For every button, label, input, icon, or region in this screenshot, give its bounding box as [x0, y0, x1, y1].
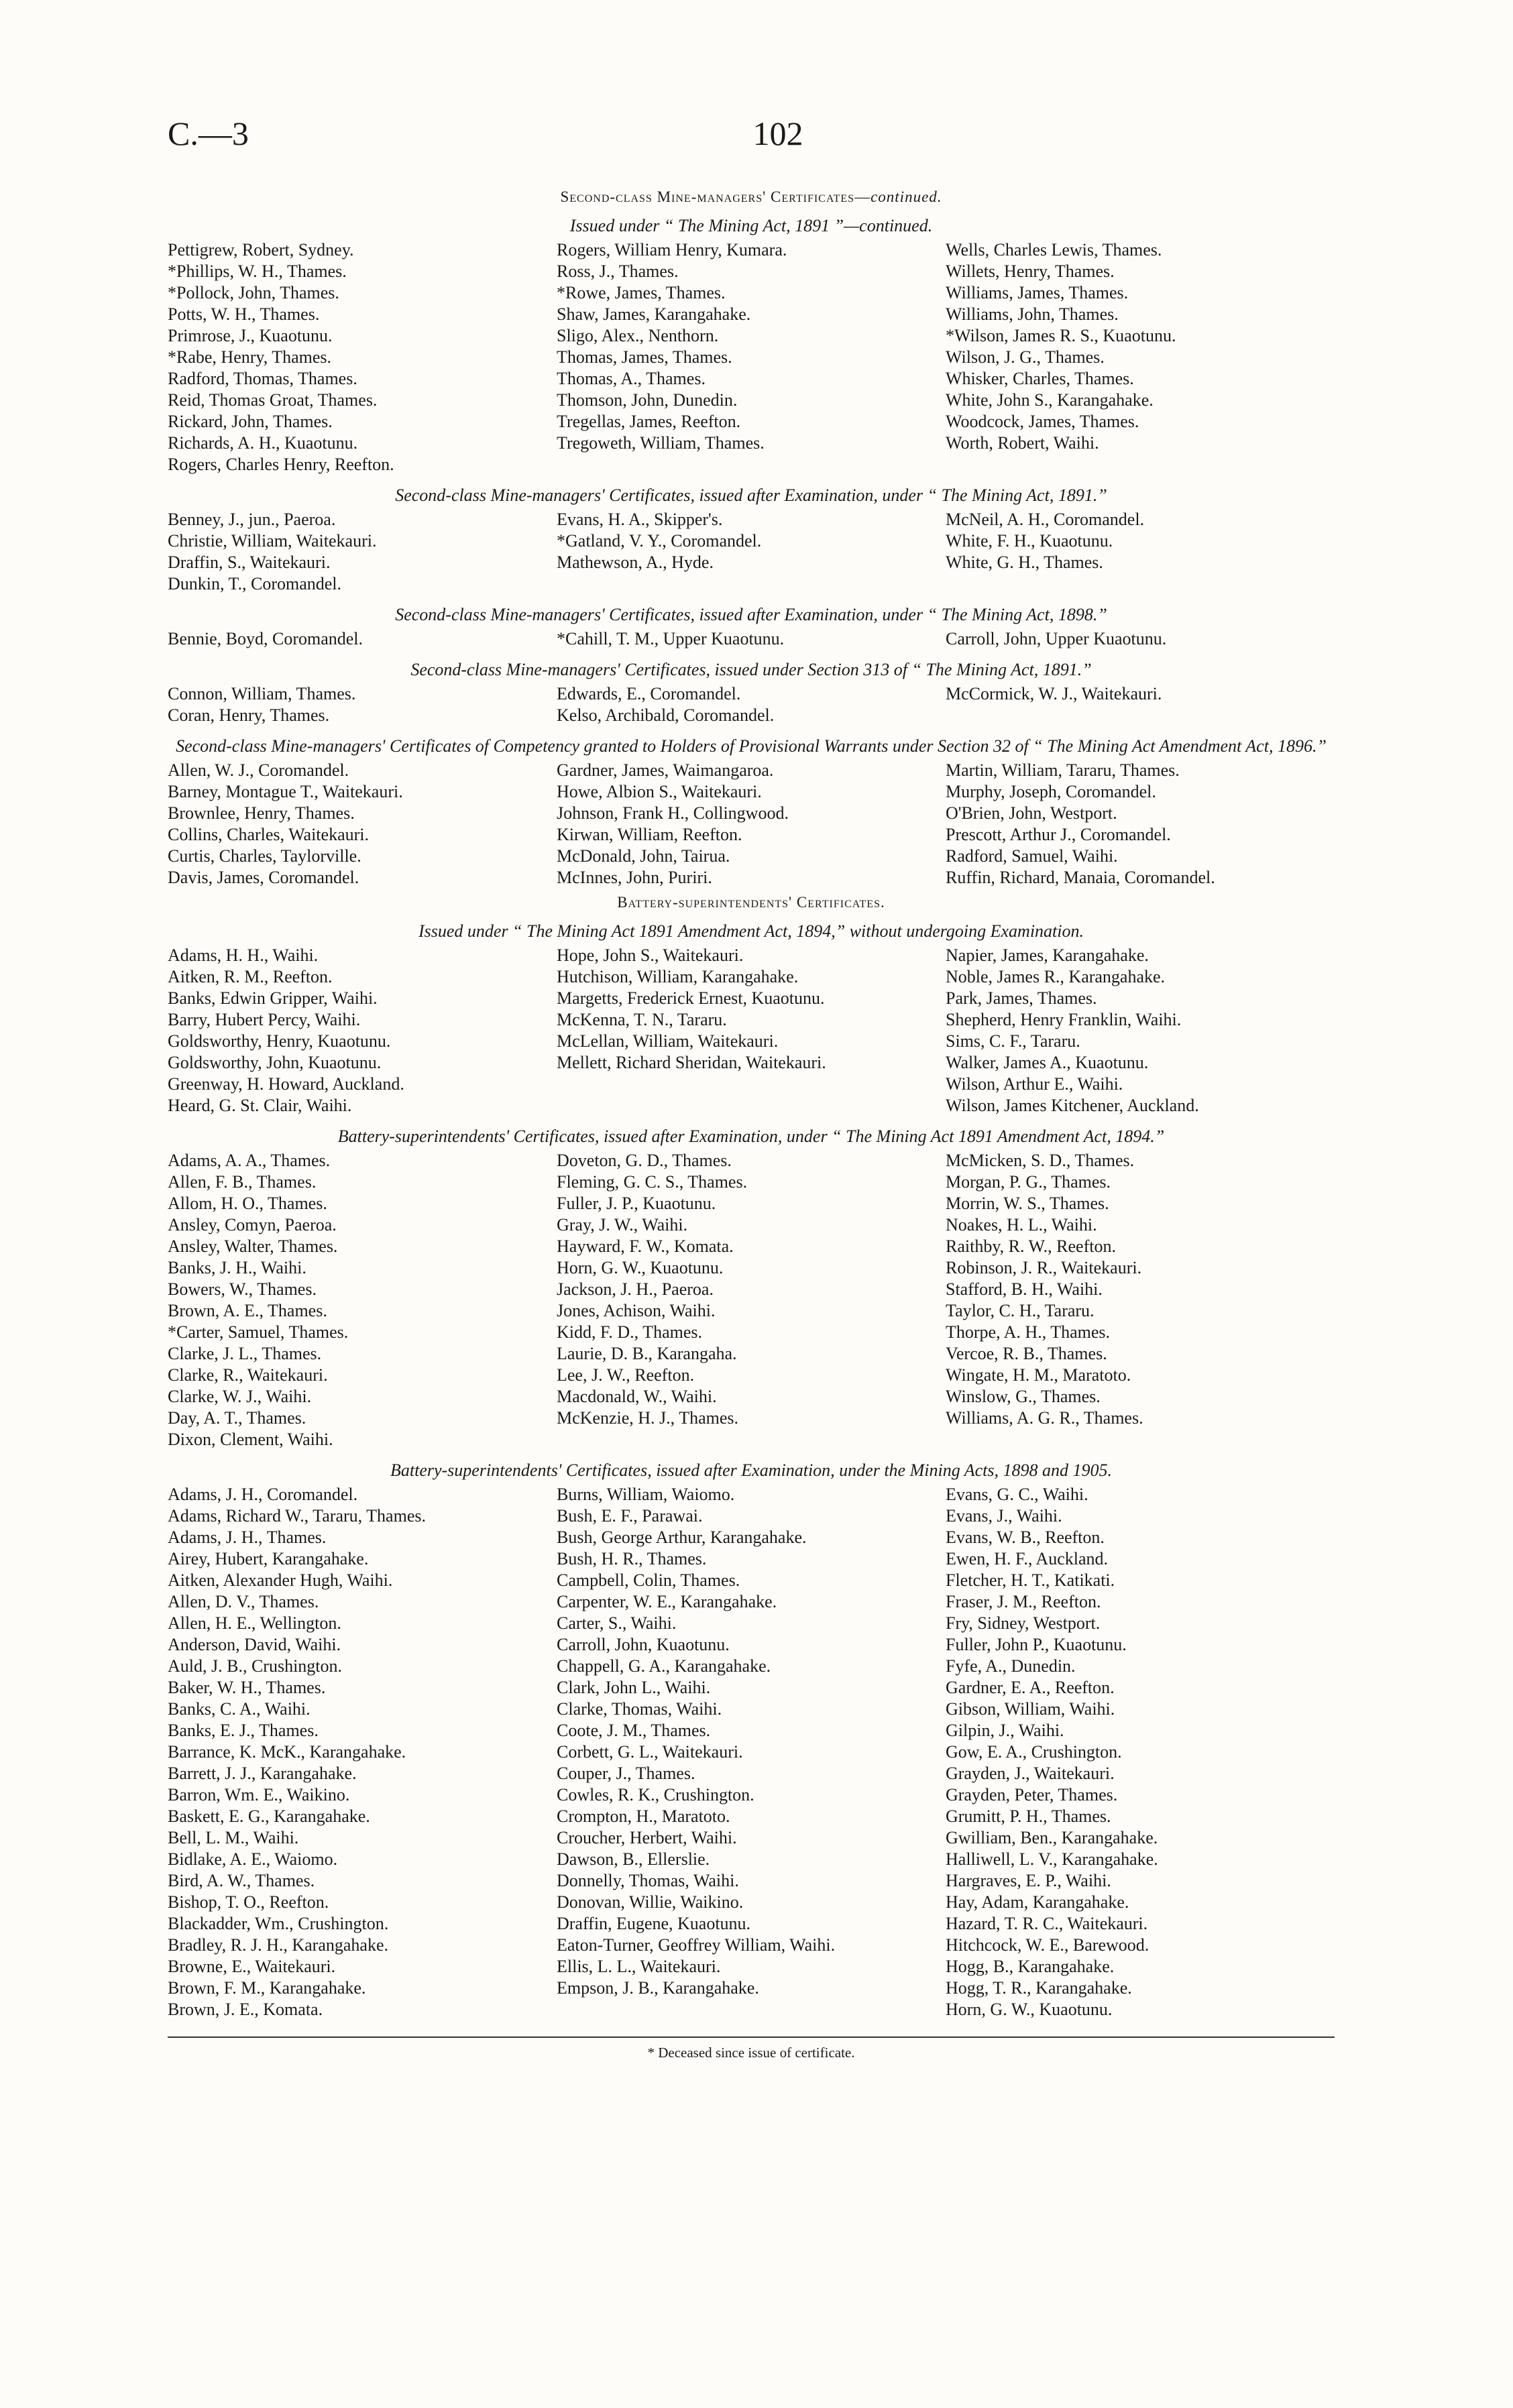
certificate-holder-entry: Hargraves, E. P., Waihi. [946, 1871, 1111, 1890]
certificate-holder-entry: O'Brien, John, Westport. [946, 803, 1117, 823]
certificate-holder-entry: Hazard, T. R. C., Waitekauri. [946, 1914, 1148, 1933]
certificate-holder-entry: Wells, Charles Lewis, Thames. [946, 240, 1162, 260]
certificate-holder-entry: Barrance, K. McK., Karangahake. [168, 1742, 406, 1762]
certificate-holder-entry: Ansley, Walter, Thames. [168, 1237, 338, 1256]
certificate-holder-entry: Draffin, Eugene, Kuaotunu. [557, 1914, 751, 1933]
certificate-holder-entry: Gow, E. A., Crushington. [946, 1742, 1122, 1762]
certificate-holder-entry: Whisker, Charles, Thames. [946, 369, 1134, 388]
certificate-section [168, 604, 1335, 650]
certificate-holder-entry: Aitken, R. M., Reefton. [168, 967, 333, 986]
certificate-holder-entry: Allen, D. V., Thames. [168, 1592, 319, 1611]
certificate-holder-entry: Kirwan, William, Reefton. [557, 825, 742, 844]
certificate-holder-entry: Walker, James A., Kuaotunu. [946, 1053, 1149, 1072]
certificate-holder-entry: Couper, J., Thames. [557, 1764, 695, 1783]
certificate-holder-entry: White, John S., Karangahake. [946, 390, 1154, 410]
certificate-holder-entry: Benney, J., jun., Paeroa. [168, 510, 336, 529]
certificate-holder-entry: Mellett, Richard Sheridan, Waitekauri. [557, 1053, 826, 1072]
section-heading [168, 188, 1335, 206]
name-column [946, 239, 1335, 475]
name-column [557, 239, 946, 475]
certificate-holder-entry: Thorpe, A. H., Thames. [946, 1322, 1111, 1342]
certificate-holder-entry: Ansley, Comyn, Paeroa. [168, 1215, 337, 1235]
certificate-holder-entry: Banks, C. A., Waihi. [168, 1699, 311, 1719]
certificate-holder-entry: Christie, William, Waitekauri. [168, 531, 377, 551]
name-column [557, 628, 946, 650]
certificate-holder-entry: *Pollock, John, Thames. [168, 283, 339, 302]
certificate-holder-entry: Rogers, Charles Henry, Reefton. [168, 455, 394, 474]
certificate-holder-entry: Halliwell, L. V., Karangahake. [946, 1849, 1158, 1869]
certificate-holder-entry: Goldsworthy, John, Kuaotunu. [168, 1053, 382, 1072]
name-columns [168, 1150, 1335, 1450]
certificate-holder-entry: Martin, William, Tararu, Thames. [946, 760, 1180, 780]
certificate-holder-entry: Carroll, John, Upper Kuaotunu. [946, 629, 1167, 648]
section-heading-text: Battery-superintendents' Certificates. [617, 894, 885, 911]
certificate-holder-entry: Connon, William, Thames. [168, 684, 356, 703]
certificate-holder-entry: Fraser, J. M., Reefton. [946, 1592, 1101, 1611]
certificate-holder-entry: *Gatland, V. Y., Coromandel. [557, 531, 762, 551]
certificate-holder-entry: Evans, W. B., Reefton. [946, 1528, 1105, 1547]
certificate-holder-entry: Jackson, J. H., Paeroa. [557, 1279, 714, 1299]
section-subheading: Second-class Mine-managers' Certificates of Competency granted to Holders of Provisional Warrants under Section 32 of “ The Mining Act Amendment Act, 1896.” [176, 736, 1327, 756]
certificate-holder-entry: Edwards, E., Coromandel. [557, 684, 741, 703]
certificate-holder-entry: Howe, Albion S., Waitekauri. [557, 782, 762, 801]
certificate-holder-entry: Barry, Hubert Percy, Waihi. [168, 1010, 361, 1029]
name-columns [168, 683, 1335, 726]
certificate-holder-entry: Carter, S., Waihi. [557, 1613, 677, 1633]
certificate-holder-entry: Evans, H. A., Skipper's. [557, 510, 723, 529]
certificate-holder-entry: Johnson, Frank H., Collingwood. [557, 803, 789, 823]
certificate-holder-entry: Bradley, R. J. H., Karangahake. [168, 1935, 388, 1955]
certificate-holder-entry: Ewen, H. F., Auckland. [946, 1549, 1108, 1568]
certificate-holder-entry: Reid, Thomas Groat, Thames. [168, 390, 378, 410]
certificate-holder-entry: Barrett, J. J., Karangahake. [168, 1764, 357, 1783]
certificate-holder-entry: Bennie, Boyd, Coromandel. [168, 629, 363, 648]
certificate-holder-entry: Hay, Adam, Karangahake. [946, 1892, 1129, 1912]
certificate-holder-entry: Raithby, R. W., Reefton. [946, 1237, 1116, 1256]
name-columns [168, 628, 1335, 650]
certificate-holder-entry: Airey, Hubert, Karangahake. [168, 1549, 369, 1568]
certificate-holder-entry: Wilson, James Kitchener, Auckland. [946, 1096, 1199, 1115]
certificate-holder-entry: Ruffin, Richard, Manaia, Coromandel. [946, 868, 1215, 887]
certificate-holder-entry: Bush, George Arthur, Karangahake. [557, 1528, 807, 1547]
certificate-section [168, 894, 1335, 1116]
certificate-holder-entry: Campbell, Colin, Thames. [557, 1570, 740, 1590]
certificate-holder-entry: Mathewson, A., Hyde. [557, 553, 714, 572]
certificate-holder-entry: Adams, A. A., Thames. [168, 1151, 331, 1170]
name-column [946, 628, 1335, 650]
certificate-holder-entry: Williams, A. G. R., Thames. [946, 1408, 1143, 1428]
name-columns [168, 945, 1335, 1116]
section-subheading: Issued under “ The Mining Act 1891 Amendment Act, 1894,” without undergoing Examination. [418, 921, 1084, 941]
certificate-section [168, 736, 1335, 888]
certificate-holder-entry: Hitchcock, W. E., Barewood. [946, 1935, 1150, 1955]
certificate-holder-entry: Fyfe, A., Dunedin. [946, 1656, 1076, 1676]
certificate-holder-entry: Baskett, E. G., Karangahake. [168, 1807, 370, 1826]
certificate-holder-entry: Barney, Montague T., Waitekauri. [168, 782, 403, 801]
section-subheading: Second-class Mine-managers' Certificates, issued after Examination, under “ The Mining Act, 1898.” [395, 605, 1107, 624]
certificate-holder-entry: Kelso, Archibald, Coromandel. [557, 705, 775, 725]
certificate-holder-entry: Coote, J. M., Thames. [557, 1721, 711, 1740]
certificate-holder-entry: Primrose, J., Kuaotunu. [168, 326, 333, 345]
footnote: * Deceased since issue of certificate. [647, 2045, 855, 2061]
certificate-holder-entry: Clark, John L., Waihi. [557, 1678, 711, 1697]
certificate-holder-entry: Bush, E. F., Parawai. [557, 1506, 703, 1526]
certificate-holder-entry: Morgan, P. G., Thames. [946, 1172, 1111, 1192]
certificate-holder-entry: Clarke, W. J., Waihi. [168, 1387, 312, 1406]
certificate-holder-entry: Horn, G. W., Kuaotunu. [557, 1258, 724, 1277]
certificate-holder-entry: Grayden, Peter, Thames. [946, 1785, 1118, 1804]
certificate-holder-entry: Worth, Robert, Waihi. [946, 433, 1099, 453]
certificate-holder-entry: Wilson, J. G., Thames. [946, 347, 1105, 367]
certificate-holder-entry: McInnes, John, Puriri. [557, 868, 712, 887]
certificate-holder-entry: Sims, C. F., Tararu. [946, 1031, 1080, 1051]
certificate-holder-entry: Carroll, John, Kuaotunu. [557, 1635, 730, 1654]
certificate-holder-entry: Brownlee, Henry, Thames. [168, 803, 355, 823]
certificate-holder-entry: Grayden, J., Waitekauri. [946, 1764, 1115, 1783]
certificate-holder-entry: Banks, J. H., Waihi. [168, 1258, 306, 1277]
certificate-holder-entry: Davis, James, Coromandel. [168, 868, 359, 887]
certificate-holder-entry: Gardner, E. A., Reefton. [946, 1678, 1115, 1697]
certificate-holder-entry: Draffin, S., Waitekauri. [168, 553, 331, 572]
certificate-holder-entry: Napier, James, Karangahake. [946, 945, 1149, 965]
certificate-holder-entry: Park, James, Thames. [946, 988, 1097, 1008]
certificate-holder-entry: Williams, James, Thames. [946, 283, 1129, 302]
certificate-holder-entry: Gibson, William, Waihi. [946, 1699, 1115, 1719]
name-columns [168, 509, 1335, 595]
certificate-holder-entry: Heard, G. St. Clair, Waihi. [168, 1096, 352, 1115]
certificate-holder-entry: Collins, Charles, Waitekauri. [168, 825, 369, 844]
certificate-holder-entry: White, F. H., Kuaotunu. [946, 531, 1113, 551]
certificate-holder-entry: Morrin, W. S., Thames. [946, 1194, 1109, 1213]
certificate-holder-entry: Gardner, James, Waimangaroa. [557, 760, 774, 780]
certificate-holder-entry: Barron, Wm. E., Waikino. [168, 1785, 350, 1804]
section-subheading: Second-class Mine-managers' Certificates, issued after Examination, under “ The Mining Act, 1891.” [395, 485, 1107, 505]
certificate-holder-entry: Horn, G. W., Kuaotunu. [946, 2000, 1113, 2019]
certificate-holder-entry: Potts, W. H., Thames. [168, 304, 320, 324]
certificate-holder-entry: Sligo, Alex., Nenthorn. [557, 326, 719, 345]
certificate-holder-entry: Gwilliam, Ben., Karangahake. [946, 1828, 1158, 1847]
certificate-holder-entry: Anderson, David, Waihi. [168, 1635, 341, 1654]
certificate-holder-entry: Macdonald, W., Waihi. [557, 1387, 717, 1406]
certificate-holder-entry: Baker, W. H., Thames. [168, 1678, 326, 1697]
section-heading-text: Second-class Mine-managers' Certificates— [560, 188, 871, 205]
name-columns [168, 760, 1335, 888]
certificate-holder-entry: Crompton, H., Maratoto. [557, 1807, 730, 1826]
certificate-holder-entry: Evans, J., Waihi. [946, 1506, 1062, 1526]
certificate-holder-entry: Fuller, John P., Kuaotunu. [946, 1635, 1127, 1654]
section-subheading: Second-class Mine-managers' Certificates, issued under Section 313 of “ The Mining Act, 1891.” [410, 660, 1092, 679]
certificate-holder-entry: Curtis, Charles, Taylorville. [168, 846, 361, 866]
certificate-holder-entry: Fletcher, H. T., Katikati. [946, 1570, 1115, 1590]
certificate-holder-entry: Ellis, L. L., Waitekauri. [557, 1957, 721, 1976]
certificate-holder-entry: Brown, F. M., Karangahake. [168, 1978, 366, 1998]
certificate-holder-entry: Gilpin, J., Waihi. [946, 1721, 1064, 1740]
certificate-holder-entry: Browne, E., Waitekauri. [168, 1957, 336, 1976]
certificate-holder-entry: McLellan, William, Waitekauri. [557, 1031, 779, 1051]
page-header [168, 114, 1335, 168]
certificate-holder-entry: Wingate, H. M., Maratoto. [946, 1365, 1131, 1385]
name-column [557, 509, 946, 595]
certificate-holder-entry: Adams, H. H., Waihi. [168, 945, 319, 965]
certificate-holder-entry: Fuller, J. P., Kuaotunu. [557, 1194, 716, 1213]
name-column [168, 1484, 557, 2020]
certificate-holder-entry: Adams, J. H., Thames. [168, 1528, 327, 1547]
certificate-holder-entry: Doveton, G. D., Thames. [557, 1151, 732, 1170]
certificate-holder-entry: Robinson, J. R., Waitekauri. [946, 1258, 1142, 1277]
certificate-holder-entry: Bell, L. M., Waihi. [168, 1828, 299, 1847]
certificate-holder-entry: Shepherd, Henry Franklin, Waihi. [946, 1010, 1182, 1029]
certificate-holder-entry: Fry, Sidney, Westport. [946, 1613, 1101, 1633]
certificate-holder-entry: Aitken, Alexander Hugh, Waihi. [168, 1570, 393, 1590]
certificate-holder-entry: Noble, James R., Karangahake. [946, 967, 1166, 986]
certificate-holder-entry: Jones, Achison, Waihi. [557, 1301, 716, 1320]
name-column [168, 239, 557, 475]
certificate-holder-entry: Radford, Samuel, Waihi. [946, 846, 1118, 866]
name-column [168, 760, 557, 888]
certificate-holder-entry: Dawson, B., Ellerslie. [557, 1849, 710, 1869]
name-column [168, 509, 557, 595]
certificate-holder-entry: Woodcock, James, Thames. [946, 412, 1139, 431]
certificate-holder-entry: Brown, J. E., Komata. [168, 2000, 323, 2019]
certificate-holder-entry: Blackadder, Wm., Crushington. [168, 1914, 389, 1933]
certificate-holder-entry: Evans, G. C., Waihi. [946, 1485, 1088, 1504]
certificate-holder-entry: *Wilson, James R. S., Kuaotunu. [946, 326, 1176, 345]
certificate-holder-entry: McKenzie, H. J., Thames. [557, 1408, 739, 1428]
certificate-holder-entry: McMicken, S. D., Thames. [946, 1151, 1135, 1170]
certificate-holder-entry: Goldsworthy, Henry, Kuaotunu. [168, 1031, 391, 1051]
certificate-holder-entry: Clarke, Thomas, Waihi. [557, 1699, 722, 1719]
certificate-holder-entry: Bishop, T. O., Reefton. [168, 1892, 329, 1912]
certificate-holder-entry: Hope, John S., Waitekauri. [557, 945, 744, 965]
certificate-holder-entry: Rogers, William Henry, Kumara. [557, 240, 787, 260]
certificate-holder-entry: Taylor, C. H., Tararu. [946, 1301, 1095, 1320]
name-columns [168, 239, 1335, 475]
certificate-holder-entry: Clarke, J. L., Thames. [168, 1344, 322, 1363]
name-column [557, 945, 946, 1116]
certificate-holder-entry: Thomas, A., Thames. [557, 369, 706, 388]
certificate-holder-entry: Greenway, H. Howard, Auckland. [168, 1074, 404, 1094]
certificate-holder-entry: Gray, J. W., Waihi. [557, 1215, 688, 1235]
certificate-holder-entry: McCormick, W. J., Waitekauri. [946, 684, 1162, 703]
name-column [168, 683, 557, 726]
name-column [168, 628, 557, 650]
certificate-holder-entry: Donnelly, Thomas, Waihi. [557, 1871, 739, 1890]
certificate-holder-entry: Pettigrew, Robert, Sydney. [168, 240, 354, 260]
certificate-holder-entry: Adams, Richard W., Tararu, Thames. [168, 1506, 426, 1526]
certificate-holder-entry: Willets, Henry, Thames. [946, 262, 1115, 281]
certificate-holder-entry: Rickard, John, Thames. [168, 412, 333, 431]
certificate-holder-entry: Tregellas, James, Reefton. [557, 412, 741, 431]
certificate-holder-entry: Wilson, Arthur E., Waihi. [946, 1074, 1123, 1094]
certificate-holder-entry: Williams, John, Thames. [946, 304, 1119, 324]
certificate-holder-entry: Allen, F. B., Thames. [168, 1172, 317, 1192]
certificate-holder-entry: Allen, W. J., Coromandel. [168, 760, 349, 780]
certificate-holder-entry: McKenna, T. N., Tararu. [557, 1010, 727, 1029]
certificate-holder-entry: Murphy, Joseph, Coromandel. [946, 782, 1156, 801]
name-columns [168, 1484, 1335, 2020]
page-number: 102 [752, 115, 803, 152]
name-column [168, 1150, 557, 1450]
certificate-holder-entry: McNeil, A. H., Coromandel. [946, 510, 1145, 529]
certificate-holder-entry: Prescott, Arthur J., Coromandel. [946, 825, 1171, 844]
name-column [168, 945, 557, 1116]
certificate-holder-entry: Tregoweth, William, Thames. [557, 433, 765, 453]
certificate-holder-entry: *Phillips, W. H., Thames. [168, 262, 347, 281]
section-heading [168, 894, 1335, 911]
certificate-holder-entry: Bush, H. R., Thames. [557, 1549, 707, 1568]
certificate-holder-entry: Laurie, D. B., Karangaha. [557, 1344, 737, 1363]
certificate-holder-entry: Brown, A. E., Thames. [168, 1301, 327, 1320]
certificate-section [168, 1126, 1335, 1450]
certificate-holder-entry: Margetts, Frederick Ernest, Kuaotunu. [557, 988, 825, 1008]
section-heading-continued: continued. [871, 188, 942, 205]
certificate-section [168, 1460, 1335, 2020]
certificate-holder-entry: Winslow, G., Thames. [946, 1387, 1101, 1406]
certificate-holder-entry: Chappell, G. A., Karangahake. [557, 1656, 771, 1676]
certificate-holder-entry: Dixon, Clement, Waihi. [168, 1430, 333, 1449]
section-subheading: Battery-superintendents' Certificates, issued after Examination, under “ The Mining Act 1891 Amendment Act, 1894.” [337, 1127, 1165, 1146]
certificate-holder-entry: *Carter, Samuel, Thames. [168, 1322, 349, 1342]
certificate-holder-entry: Donovan, Willie, Waikino. [557, 1892, 744, 1912]
certificate-holder-entry: Croucher, Herbert, Waihi. [557, 1828, 737, 1847]
certificate-holder-entry: Allen, H. E., Wellington. [168, 1613, 341, 1633]
name-column [557, 760, 946, 888]
certificate-holder-entry: Coran, Henry, Thames. [168, 705, 330, 725]
certificate-holder-entry: Thomas, James, Thames. [557, 347, 732, 367]
name-column [946, 509, 1335, 595]
certificate-holder-entry: Grumitt, P. H., Thames. [946, 1807, 1111, 1826]
certificate-holder-entry: Kidd, F. D., Thames. [557, 1322, 702, 1342]
certificate-holder-entry: *Rabe, Henry, Thames. [168, 347, 332, 367]
certificate-holder-entry: Hogg, T. R., Karangahake. [946, 1978, 1132, 1998]
name-column [557, 1484, 946, 2020]
certificate-section [168, 485, 1335, 595]
document-code: C.—3 [168, 115, 249, 152]
certificate-holder-entry: Banks, E. J., Thames. [168, 1721, 319, 1740]
certificate-holder-entry: Carpenter, W. E., Karangahake. [557, 1592, 777, 1611]
certificate-holder-entry: Cowles, R. K., Crushington. [557, 1785, 754, 1804]
certificate-holder-entry: Hutchison, William, Karangahake. [557, 967, 799, 986]
certificate-holder-entry: Day, A. T., Thames. [168, 1408, 306, 1428]
name-column [557, 1150, 946, 1450]
certificate-holder-entry: Allom, H. O., Thames. [168, 1194, 327, 1213]
name-column [946, 1484, 1335, 2020]
certificate-holder-entry: Lee, J. W., Reefton. [557, 1365, 695, 1385]
certificate-holder-entry: Clarke, R., Waitekauri. [168, 1365, 328, 1385]
certificate-holder-entry: Burns, William, Waiomo. [557, 1485, 735, 1504]
certificate-holder-entry: Empson, J. B., Karangahake. [557, 1978, 759, 1998]
certificate-holder-entry: Auld, J. B., Crushington. [168, 1656, 343, 1676]
certificate-holder-entry: Adams, J. H., Coromandel. [168, 1485, 358, 1504]
certificate-holder-entry: *Rowe, James, Thames. [557, 283, 726, 302]
certificate-list [168, 184, 1335, 2061]
name-column [946, 945, 1335, 1116]
certificate-section [168, 188, 1335, 475]
certificate-holder-entry: Radford, Thomas, Thames. [168, 369, 357, 388]
name-column [946, 1150, 1335, 1450]
name-column [946, 760, 1335, 888]
certificate-holder-entry: Bird, A. W., Thames. [168, 1871, 315, 1890]
certificate-holder-entry: Thomson, John, Dunedin. [557, 390, 738, 410]
certificate-holder-entry: Ross, J., Thames. [557, 262, 679, 281]
section-subheading: Battery-superintendents' Certificates, issued after Examination, under the Mining Acts, 1898 and 1905. [390, 1460, 1112, 1480]
certificate-holder-entry: Richards, A. H., Kuaotunu. [168, 433, 358, 453]
certificate-holder-entry: Dunkin, T., Coromandel. [168, 574, 342, 593]
footnote-divider [168, 2037, 1335, 2038]
certificate-holder-entry: Bidlake, A. E., Waiomo. [168, 1849, 338, 1869]
certificate-holder-entry: White, G. H., Thames. [946, 553, 1103, 572]
certificate-holder-entry: Bowers, W., Thames. [168, 1279, 317, 1299]
certificate-holder-entry: Hogg, B., Karangahake. [946, 1957, 1115, 1976]
certificate-holder-entry: Noakes, H. L., Waihi. [946, 1215, 1097, 1235]
certificate-holder-entry: Corbett, G. L., Waitekauri. [557, 1742, 743, 1762]
certificate-holder-entry: Stafford, B. H., Waihi. [946, 1279, 1103, 1299]
certificate-holder-entry: Fleming, G. C. S., Thames. [557, 1172, 748, 1192]
certificate-section [168, 659, 1335, 726]
certificate-holder-entry: McDonald, John, Tairua. [557, 846, 730, 866]
name-column [946, 683, 1335, 726]
certificate-holder-entry: *Cahill, T. M., Upper Kuaotunu. [557, 629, 785, 648]
certificate-holder-entry: Hayward, F. W., Komata. [557, 1237, 734, 1256]
section-subheading: Issued under “ The Mining Act, 1891 ”—continued. [569, 216, 933, 235]
name-column [557, 683, 946, 726]
certificate-holder-entry: Eaton-Turner, Geoffrey William, Waihi. [557, 1935, 836, 1955]
certificate-holder-entry: Banks, Edwin Gripper, Waihi. [168, 988, 378, 1008]
certificate-holder-entry: Vercoe, R. B., Thames. [946, 1344, 1107, 1363]
certificate-holder-entry: Shaw, James, Karangahake. [557, 304, 751, 324]
